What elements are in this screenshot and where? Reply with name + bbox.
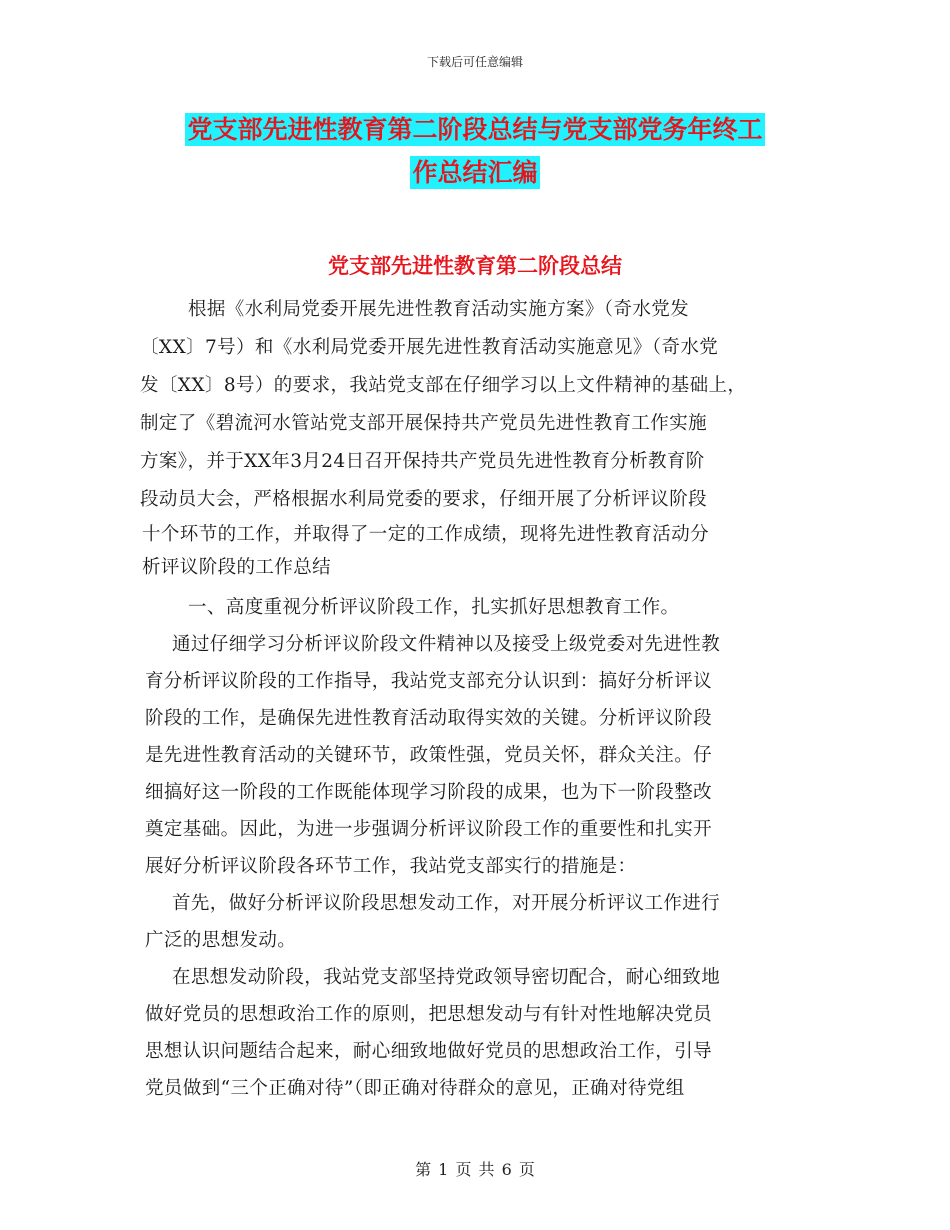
page-footer: 第 1 页 共 6 页: [415, 1160, 535, 1179]
body-line: 段动员大会，严格根据水利局党委的要求，仔细开展了分析评议阶段: [140, 489, 708, 510]
body-line: 方案》，并于XX年3月24日召开保持共产党员先进性教育分析教育阶: [140, 451, 705, 472]
body-line: 是先进性教育活动的关键环节，政策性强，党员关怀，群众关注。仔: [145, 745, 713, 766]
body-line: 〔XX〕7号）和《水利局党委开展先进性教育活动实施意见》（奇水党: [140, 337, 719, 358]
body-line: 通过仔细学习分析评议阶段文件精神以及接受上级党委对先进性教: [172, 634, 721, 655]
body-line: 首先，做好分析评议阶段思想发动工作，对开展分析评议工作进行: [172, 893, 721, 914]
body-line: 阶段的工作，是确保先进性教育活动取得实效的关键。分析评议阶段: [145, 708, 713, 729]
body-line: 党员做到“三个正确对待”（即正确对待群众的意见，正确对待党组: [145, 1078, 685, 1099]
body-line: 十个环节的工作，并取得了一定的工作成绩，现将先进性教育活动分: [142, 524, 710, 545]
main-title-line-1: [0, 113, 950, 147]
body-line: 奠定基础。因此，为进一步强调分析评议阶段工作的重要性和扎实开: [145, 819, 713, 840]
body-line: 展好分析评议阶段各环节工作，我站党支部实行的措施是：: [145, 856, 637, 877]
body-line: 在思想发动阶段，我站党支部坚持党政领导密切配合，耐心细致地: [172, 967, 721, 988]
body-heading: 一、高度重视分析评议阶段工作，扎实抓好思想教育工作。: [188, 597, 680, 618]
body-line: 广泛的思想发动。: [145, 930, 297, 951]
body-line: 根据《水利局党委开展先进性教育活动实施方案》（奇水党发: [188, 299, 690, 320]
main-title-text-1: 党支部先进性教育第二阶段总结与党支部党务年终工: [187, 115, 763, 144]
header-note: 下载后可任意编辑: [426, 55, 523, 69]
body-line: 析评议阶段的工作总结: [142, 557, 332, 578]
section-title: 党支部先进性教育第二阶段总结: [328, 253, 622, 278]
body-line: 育分析评议阶段的工作指导，我站党支部充分认识到：搞好分析评议: [145, 671, 713, 692]
body-line: 发〔XX〕8号）的要求，我站党支部在仔细学习以上文件精神的基础上，: [140, 375, 747, 396]
main-title-text-2: 作总结汇编: [412, 158, 538, 187]
body-line: 做好党员的思想政治工作的原则，把思想发动与有针对性地解决党员: [145, 1004, 713, 1025]
main-title-line-2: [0, 156, 950, 190]
body-line: 细搞好这一阶段的工作既能体现学习阶段的成果，也为下一阶段整改: [145, 782, 713, 803]
body-line: 思想认识问题结合起来，耐心细致地做好党员的思想政治工作，引导: [145, 1041, 713, 1062]
body-line: 制定了《碧流河水管站党支部开展保持共产党员先进性教育工作实施: [140, 413, 708, 434]
